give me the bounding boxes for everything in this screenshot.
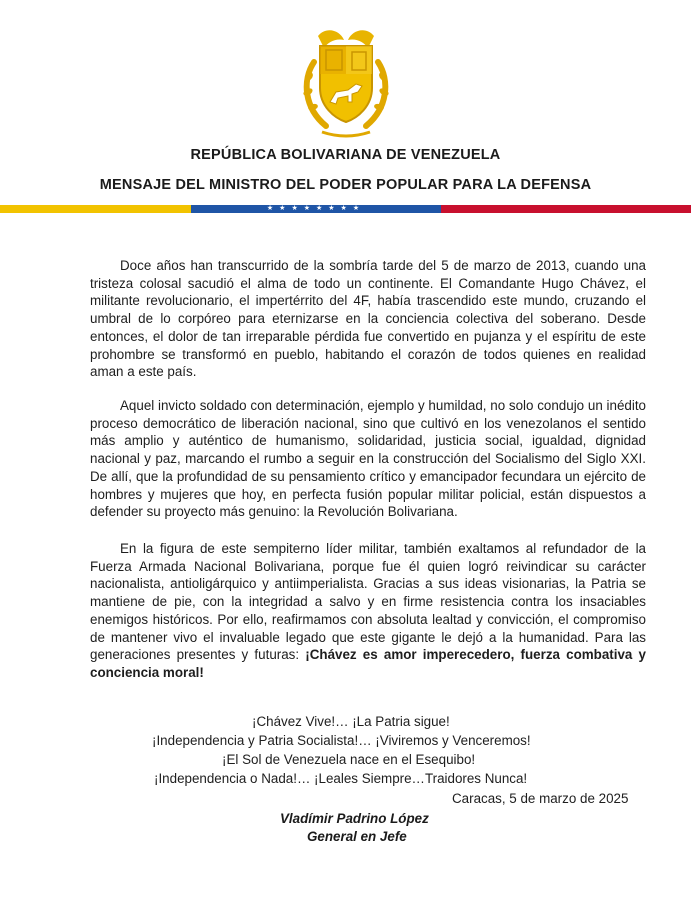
flag-yellow-band <box>0 205 191 213</box>
signatory-rank: General en Jefe <box>307 829 407 844</box>
document-header-republic: REPÚBLICA BOLIVARIANA DE VENEZUELA <box>190 147 501 163</box>
paragraph-1-text: Doce años han transcurrido de la sombría tarde del 5 de marzo de 2013, cuando una tristeza colosal sacudió el alma de todo un continente. El Comandante Hugo Chávez, el militante revolucionario, el impertérrito del 4F, había trascendido este mundo, cruzando el umbral de lo corpóreo para eternizarse en la conciencia colectiva del soberano. Desde entonces, el dolor de tan irreparable pérdida fue convertido en pujanza y el espíritu de este prohombre se transformó en pueblo, habitando el corazón de todos quienes en realidad aman a este país. <box>90 258 646 380</box>
paragraph-3 <box>90 540 646 682</box>
flag-red-band <box>441 205 691 213</box>
paragraph-3-text <box>90 540 646 682</box>
flag-blue-band <box>191 205 441 213</box>
slogan-line: ¡Chávez Vive!… ¡La Patria sigue! <box>252 714 450 729</box>
paragraph-1 <box>90 257 646 381</box>
slogan-line: ¡El Sol de Venezuela nace en el Esequibo! <box>222 752 476 767</box>
document-header-ministry: MENSAJE DEL MINISTRO DEL PODER POPULAR PARA LA DEFENSA <box>99 177 592 193</box>
paragraph-2-text: Aquel invicto soldado con determinación, ejemplo y humildad, no solo condujo un inédito proceso democrático de liberación nacional, sino que cultivó en los venezolanos el sentido más amplio y auténtico de humanismo, solidaridad, justicia social, igualdad, dignidad nacional y paz, marcando el rumbo a seguir en la construcción del Socialismo del Siglo XXI. De allí, que la profundidad de su pensamiento crítico y emancipador fecundara un ejército de hombres y mujeres que hoy, en perfecta fusión popular militar policial, están dispuestos a defender su proyecto más genuino: la Revolución Bolivariana. <box>90 398 646 520</box>
signatory-name: Vladímir Padrino López <box>280 811 429 826</box>
slogan-line: ¡Independencia o Nada!… ¡Leales Siempre…Traidores Nunca! <box>154 771 528 786</box>
paragraph-3-body: En la figura de este sempiterno líder militar, también exaltamos al refundador de la Fuerza Armada Nacional Bolivariana, porque fue él quien logró reivindicar su carácter nacionalista, antioligárquico y antiimperialista. Gracias a sus ideas visionarias, la Patria se mantiene de pie, con la integridad a salvo y en firme resistencia contra los insaciables enemigos históricos. Por ello, reafirmamos con absoluta lealtad y convicción, el compromiso de mantener vivo el invaluable legado que este gigante le dejó a la humanidad. Para las generaciones presentes y futuras: <box>90 541 646 663</box>
venezuela-coat-of-arms-icon <box>296 22 396 140</box>
flag-stars: ★★★★★★★★ <box>266 204 366 212</box>
closing-statement: ¡Chávez es amor imperecedero, fuerza combativa y conciencia moral! <box>90 647 646 680</box>
date-line: Caracas, 5 de marzo de 2025 <box>452 791 629 806</box>
paragraph-2 <box>90 397 646 521</box>
slogan-line: ¡Independencia y Patria Socialista!… ¡Viviremos y Venceremos! <box>152 733 531 748</box>
flag-stripe <box>0 205 691 213</box>
